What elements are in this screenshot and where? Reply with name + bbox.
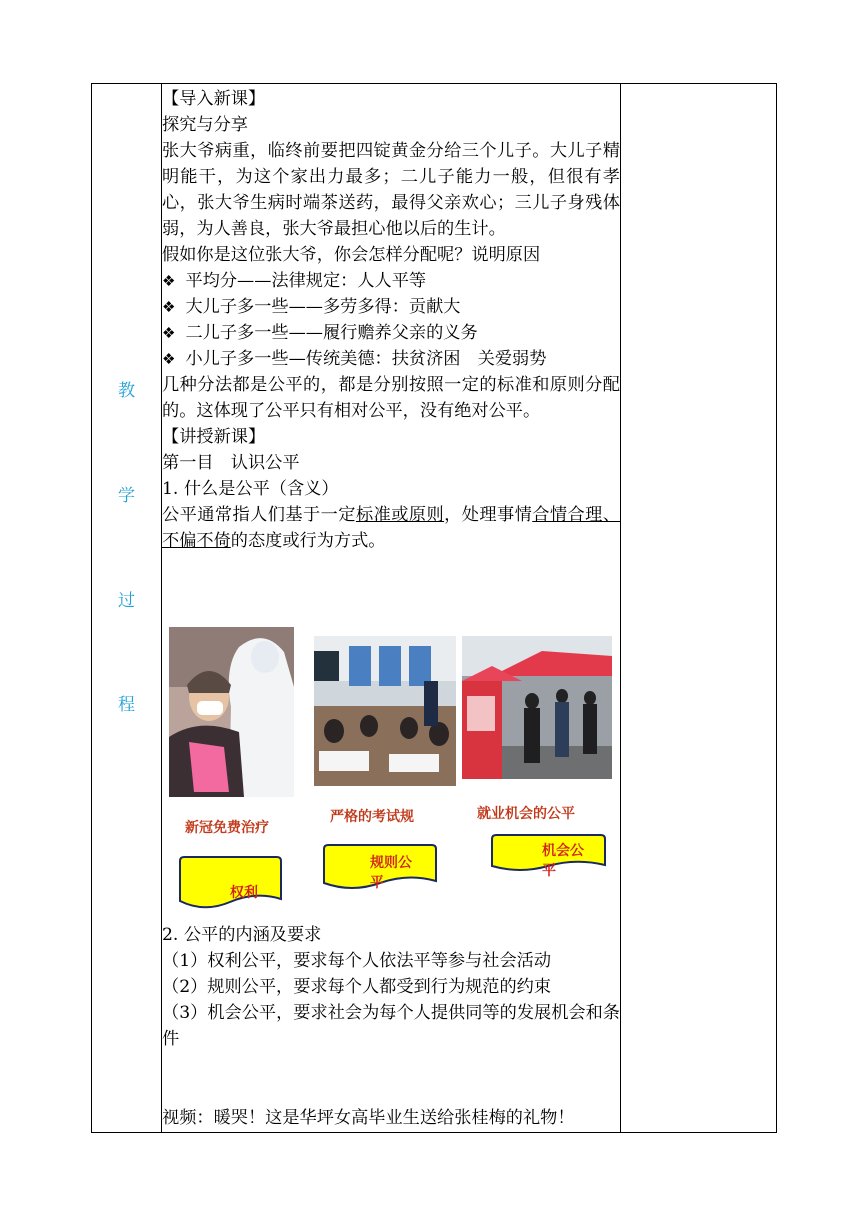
option-item: ❖ 二儿子多一些——履行赡养父亲的义务 [162, 320, 620, 346]
story-paragraph: 张大爷病重，临终前要把四锭黄金分给三个儿子。大儿子精明能干，为这个家出力最多；二儿子能力一般，但很有孝心，张大爷生病时端茶送药，最得父亲欢心；三儿子身残体弱，为人善良，张大爷最担心他以后的生计。 [162, 141, 620, 239]
video-title: 视频：暖哭！这是华坪女高毕业生送给张桂梅的礼物！ [162, 1108, 575, 1128]
lesson-heading: 【讲授新课】 [162, 427, 266, 447]
treatment-photo [169, 627, 294, 797]
option-item: ❖ 平均分——法律规定：人人平等 [162, 268, 620, 294]
question: 假如你是这位张大爷，你会怎样分配呢？说明原因 [162, 245, 541, 265]
requirement-item: （3）机会公平，要求社会为每个人提供同等的发展机会和条件 [162, 1003, 620, 1049]
video-line [162, 1105, 620, 1131]
underlined-term: 合情合理、不偏不倚 [162, 505, 620, 551]
exam-photo [314, 636, 456, 786]
figure-caption: 就业机会的公平 [477, 806, 575, 822]
lesson-table [91, 83, 777, 1133]
banner-label: 机会公平 [542, 843, 584, 879]
requirement-item: （1）权利公平，要求每个人依法平等参与社会活动 [162, 951, 552, 971]
column-divider [620, 84, 621, 1132]
side-label-char: 教 [118, 381, 135, 401]
option-item: ❖ 小儿子多一些—传统美德：扶贫济困 关爱弱势 [162, 346, 620, 372]
lesson-content [162, 86, 620, 554]
side-label-char: 程 [118, 695, 135, 715]
banner-shape [178, 855, 283, 911]
intro-subheading: 探究与分享 [162, 115, 248, 135]
definition-paragraph: 公平通常指人们基于一定标准或原则，处理事情合情合理、不偏不倚的态度或行为方式。 [162, 505, 620, 551]
requirement-item: （2）规则公平，要求每个人都受到行为规范的约束 [162, 977, 552, 997]
part2-content [162, 922, 620, 1052]
part2-title: 2. 公平的内涵及要求 [162, 925, 322, 945]
conclusion-paragraph: 几种分法都是公平的，都是分别按照一定的标准和原则分配的。这体现了公平只有相对公平，没有绝对公平。 [162, 375, 620, 421]
figure-caption: 严格的考试规 [330, 809, 414, 825]
side-label-char: 学 [118, 486, 135, 506]
section-title: 第一目 认识公平 [162, 453, 300, 473]
banner-shape [490, 833, 607, 879]
figure-caption: 新冠免费治疗 [185, 820, 269, 836]
underlined-term: 标准或原则 [355, 505, 445, 525]
intro-heading: 【导入新课】 [162, 89, 266, 109]
job-fair-photo [462, 636, 612, 779]
banner-label: 权利 [230, 885, 258, 901]
question-1: 1. 什么是公平（含义） [162, 479, 339, 499]
banner-label: 规则公平 [370, 855, 412, 891]
side-label-char: 过 [118, 591, 135, 611]
option-item: ❖ 大儿子多一些——多劳多得：贡献大 [162, 294, 620, 320]
banner-shape [322, 843, 438, 892]
